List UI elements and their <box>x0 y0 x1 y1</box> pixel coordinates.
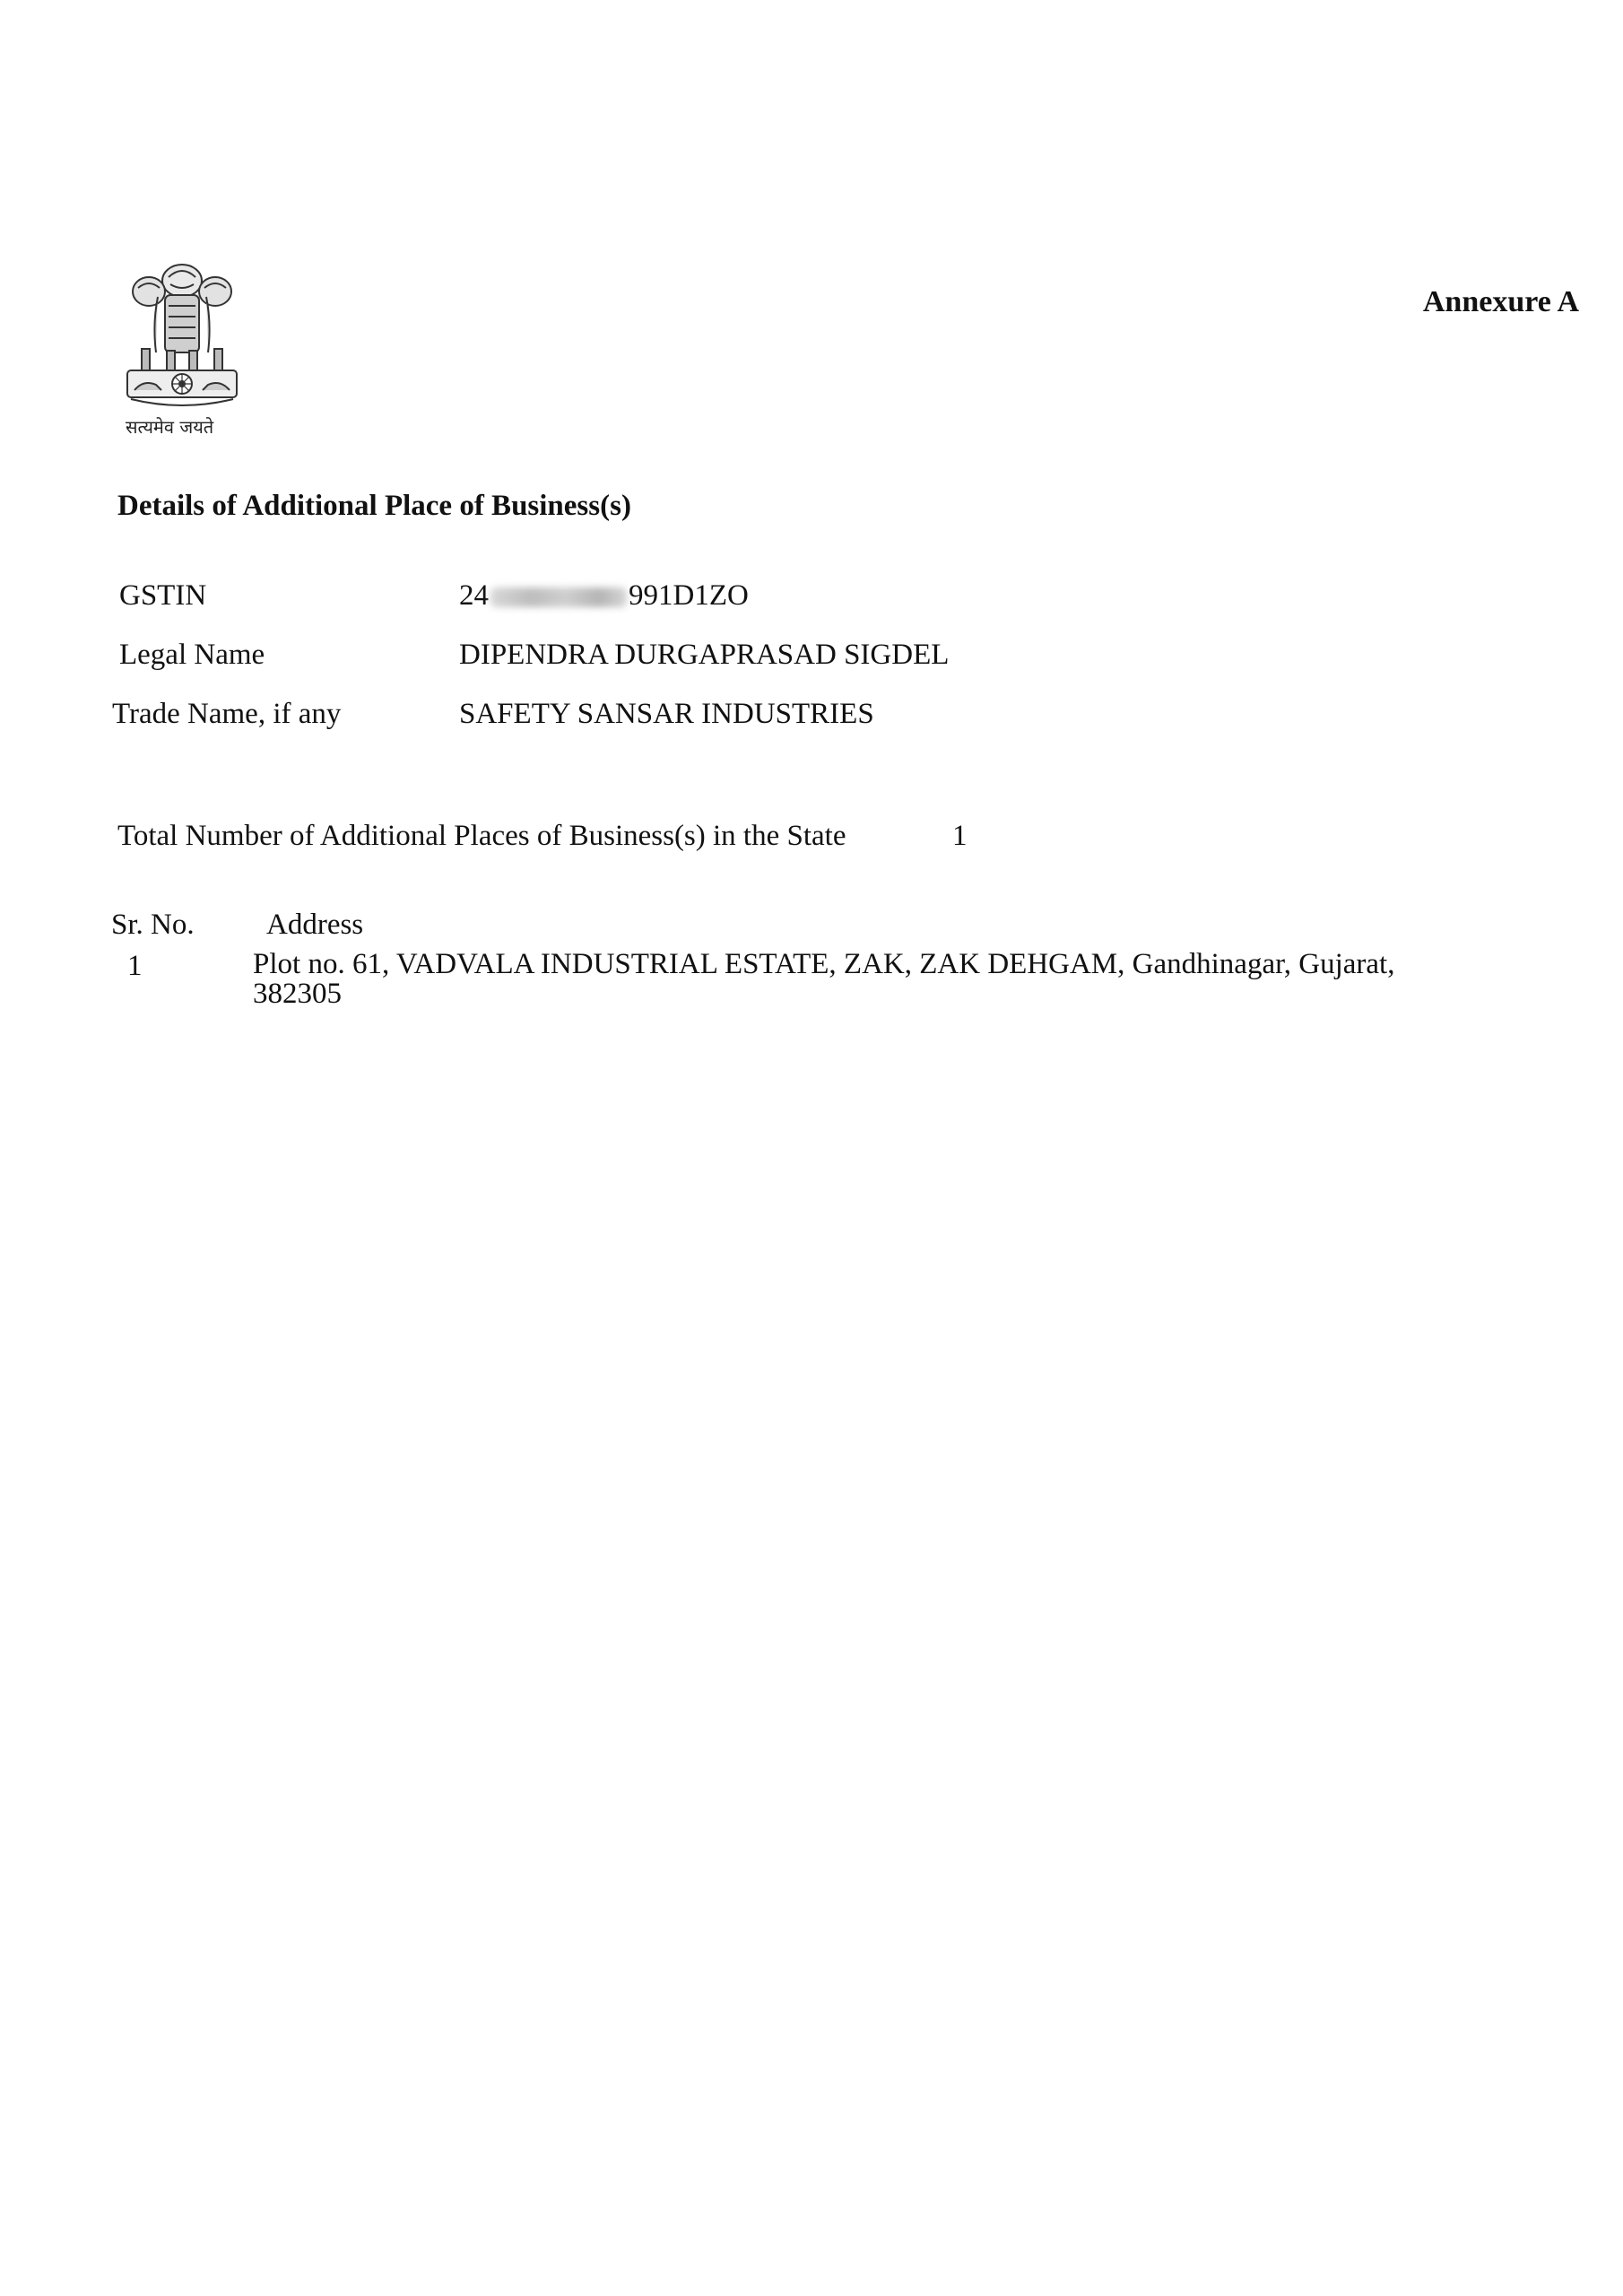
gstin-suffix: 991D1ZO <box>629 579 749 612</box>
address-header: Address <box>266 909 364 941</box>
legal-name-label: Legal Name <box>119 639 265 671</box>
legal-name-value: DIPENDRA DURGAPRASAD SIGDEL <box>459 639 950 671</box>
gstin-redacted-segment <box>490 587 627 607</box>
total-places-value: 1 <box>952 820 968 852</box>
table-row-address: Plot no. 61, VADVALA INDUSTRIAL ESTATE, ZAK, ZAK DEHGAM, Gandhinagar, Gujarat, 382305 <box>253 948 1395 1010</box>
gstin-value <box>459 579 749 613</box>
emblem-motto: सत्यमेव जयते <box>126 416 214 438</box>
gstin-prefix: 24 <box>459 579 489 612</box>
total-places-label: Total Number of Additional Places of Business(s) in the State <box>117 820 846 852</box>
trade-name-label: Trade Name, if any <box>112 698 342 730</box>
section-title: Details of Additional Place of Business(s) <box>117 490 631 522</box>
sr-no-header: Sr. No. <box>111 909 195 941</box>
trade-name-value: SAFETY SANSAR INDUSTRIES <box>459 698 874 730</box>
lion-capital-icon <box>115 256 249 417</box>
annexure-label: Annexure A <box>1422 285 1579 318</box>
gstin-label: GSTIN <box>119 579 207 612</box>
table-row-sr-no: 1 <box>127 950 143 982</box>
